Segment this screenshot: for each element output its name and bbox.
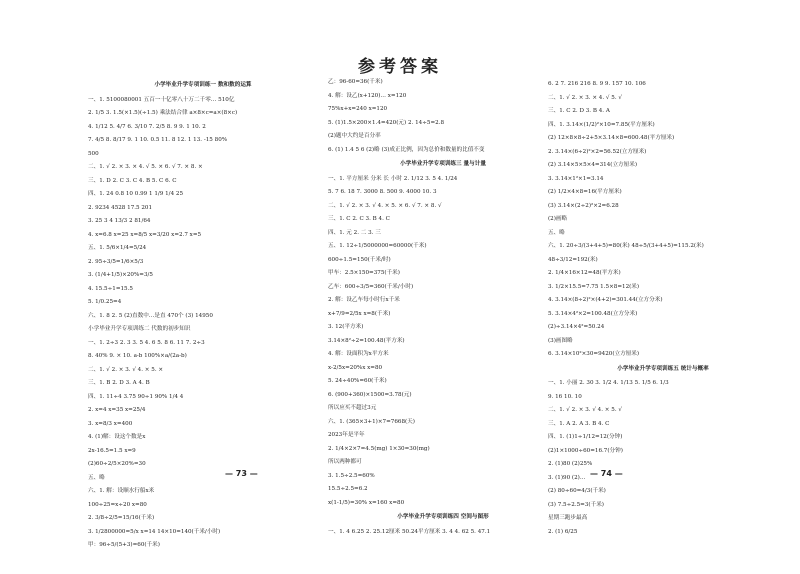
answer-column-right <box>548 78 778 539</box>
answer-line: x-2/5x=20%x x=80 <box>328 364 383 371</box>
answer-line: x+7/9=2/5x x=8(千米) <box>328 310 391 317</box>
answer-line: 15.5÷2.5=6.2 <box>328 486 368 492</box>
answer-lines <box>328 76 558 157</box>
answer-line: 2. 3/8÷2/5=15/16(千米) <box>88 515 155 521</box>
answer-line: (2) 12×8×8÷2+5×3.14×8=600.48(平方厘米) <box>548 135 675 141</box>
answer-line: (3)画图略 <box>548 337 573 344</box>
answer-lines <box>548 78 778 362</box>
answer-line: 三、1. C 2. C 3. B 4. C <box>328 216 390 222</box>
answer-line: 星期三跑步最高 <box>548 515 588 521</box>
answer-lines <box>328 173 558 511</box>
answer-line: 六、1. 20÷3/(3+4+5)=80(米) 48÷5/(3+4+5)=115.2(米) <box>548 243 704 249</box>
section-title: 小学毕业升学专项训练四 空间与图形 <box>397 514 489 520</box>
answer-line: 5. (1)1.5×200×1.4=420(元) 2. 14÷5=2.8 <box>328 119 445 126</box>
answer-line: 2. 1/4×16×12=48(平方米) <box>548 270 621 276</box>
section-title: 小学毕业升学专项训练五 统计与概率 <box>617 365 709 372</box>
answer-line: 3.14×8²÷2=100.48(平方米) <box>328 337 405 344</box>
answer-line: 二、1. √ 2. × 3. √ 4. × 5. × 6. √ 7. × 8. √ <box>328 202 442 209</box>
answer-line: 4. (1)解：设这个数是x <box>88 434 146 440</box>
answer-column-left <box>88 78 318 553</box>
answer-line: 一、1. 4 6.25 2. 25.12厘米 50.24平方厘米 3. 4 4. 62 5. 47.1 <box>328 528 491 535</box>
answer-line: 75%x+x=240 x=120 <box>328 106 388 112</box>
answer-column-middle <box>328 76 558 539</box>
answer-line: 一、1. 2÷3 2. 3 3. 5 4. 6 5. 8 6. 11 7. 2÷3 <box>88 339 205 346</box>
answer-line: 6. 3.14×10²×30=9420(立方厘米) <box>548 351 640 357</box>
answer-line: 一、1. 平方厘米 分米 长 小时 2. 1/12 3. 5 4. 1/24 <box>328 175 458 182</box>
answer-line: (2)1×1000÷60=16.7(分钟) <box>548 447 623 454</box>
answer-line: 一、1. 5100080001 五百一十亿零八十万二千零… 510亿 <box>88 96 235 103</box>
answer-line: 100÷25=x÷20 x=80 <box>88 501 147 508</box>
answer-line: 5. 7 6. 18 7. 3000 8. 500 9. 4000 10. 3 <box>328 189 437 195</box>
answer-line: 三、1. A 2. A 3. B 4. C <box>548 420 610 427</box>
answer-line: 6. 2 7. 216 216 8. 9 9. 157 10. 106 <box>548 81 646 87</box>
answer-lines <box>88 94 318 553</box>
answer-line: (2)题中大约是百分率 <box>328 133 381 139</box>
answer-line: 二、1. √ 2. × 3. √ 4. × 5. √ <box>548 407 622 413</box>
answer-line: 600÷1.5=150(千米/时) <box>328 256 391 263</box>
answer-line: 六、1. 8 2. 5 (2)直数中…是直 470个 (3) 14950 <box>88 312 213 319</box>
answer-line: 4. 15.5÷1=15.5 <box>88 285 133 292</box>
answer-line: 4. x=6.8 x=25 x=8/5 x=3/20 x=2.7 x=5 <box>88 231 202 238</box>
answer-line: 二、1. √ 2. × 3. × 4. √ 5. × 6. √ 7. × 8. × <box>88 164 203 170</box>
answer-line: 3. 3.14×1²×1=3.14 <box>548 175 604 182</box>
answer-line: 3. 12(平方米) <box>328 324 364 330</box>
answer-line: 乙：96-60=36(千米) <box>328 79 383 85</box>
answer-line: 二、1. √ 2. × 3. √ 4. × 5. × <box>88 366 164 373</box>
answer-line: (2) 3.14×5×5×4=314(立方厘米) <box>548 162 637 168</box>
answer-line: 2. 1/4×2×7=4.5(mg) 1×30=30(mg) <box>328 445 430 452</box>
answer-line: 4. 解：设面积为x平方米 <box>328 351 389 357</box>
answer-line: (3) 3.14×(2÷2)²×2=6.28 <box>548 202 619 209</box>
answer-line: 二、1. √ 2. × 3. × 4. √ 5. √ <box>548 94 622 101</box>
answer-line: (2) 1/2×4×8=16(平方厘米) <box>548 189 622 195</box>
answer-line: 2. (1) 6/25 <box>548 528 578 535</box>
answer-line: 2. 9234 4528 17.5 201 <box>88 204 153 211</box>
answer-line: 3. x=8/3 x=400 <box>88 420 133 427</box>
answer-line: 四、1. 元 2. 二 3. 三 <box>328 229 381 236</box>
answer-line: 48÷3/12=192(米) <box>548 256 598 263</box>
answer-line: 4. 3.14×(8÷2)²×(4+2)=301.44(立方分米) <box>548 297 663 303</box>
answer-line: (2)60÷2/5×20%=30 <box>88 461 146 467</box>
section-title: 小学毕业升学专项训练一 数和数的运算 <box>154 82 252 88</box>
answer-line: 四、1. (1)1÷1/12=12(分钟) <box>548 434 623 440</box>
answer-line: 四、1. 3.14×(1/2)²×10=7.85(平方厘米) <box>548 121 655 128</box>
answer-line: 甲：96÷5/(5+3)=60(千米) <box>88 542 160 548</box>
answer-line: 7. 4/5 8. 8/17 9. 1 10. 0.5 11. 8 12. 1 13. -15 80% <box>88 137 228 143</box>
page-number-left: — 73 — <box>225 469 258 478</box>
page-title: 参考答案 <box>358 57 442 77</box>
answer-line: 6. (900+360)×1500=3.78(元) <box>328 391 412 398</box>
answer-line: 2. 1/5 3. 1.5(×1.5)(÷1.5) 乘法结合律 a×8×c=a×(8×c) <box>88 110 238 116</box>
answer-lines <box>328 526 558 540</box>
answer-line: 3. 25 3 4 13/3 2 81/64 <box>88 218 151 224</box>
answer-line: 五、1. 5/6×1/4=5/24 <box>88 245 147 251</box>
answer-line: 4. 解：设乙(x+120)… x=120 <box>328 92 407 99</box>
answer-line: 2. 95÷3/5=1/6×5/3 <box>88 258 144 265</box>
answer-line: 所以应买不超过3元 <box>328 405 377 411</box>
answer-line: 乙车：600÷3/5=360(千米/小时) <box>328 283 414 290</box>
answer-line: (2) 80÷60=4/3(千米) <box>548 488 606 494</box>
page-number-right: — 74 — <box>590 469 623 478</box>
answer-line: 六、1. (365×3+1)×7=7668(天) <box>328 418 415 425</box>
answer-line: 2. x=4 x=35 x=25/4 <box>88 407 146 413</box>
answer-line: (3) 7.5÷2.5=3(千米) <box>548 501 604 508</box>
answer-line: (2)÷3.14×4²=50.24 <box>548 324 605 330</box>
answer-line: 五、略 <box>88 474 105 481</box>
answer-line: 5. 3.14×4²×2=100.48(立方分米) <box>548 310 638 317</box>
answer-line: 2. 解：设乙车每小时行x千米 <box>328 297 400 303</box>
answer-line: 9. 16 10. 10 <box>548 393 582 400</box>
answer-line: 小学毕业升学专项训练二 代数的初步知识 <box>88 326 191 332</box>
answer-line: 2. 3.14×(6÷2)²×2=56.52(立方厘米) <box>548 148 647 155</box>
answer-line: 4. 1/12 5. 4/7 6. 3/10 7. 2/5 8. 9 9. 1 10. 2 <box>88 123 206 130</box>
answer-line: 三、1. B 2. D 3. A 4. B <box>88 380 150 386</box>
answer-line: 五、略 <box>548 229 565 236</box>
section-title: 小学毕业升学专项训练三 量与计量 <box>400 161 486 167</box>
answer-line: 3. 1.5÷2.5=60% <box>328 472 375 479</box>
answer-line: x(1-1/5)=30% x=160 x=80 <box>328 499 405 506</box>
answer-line: (2)画略 <box>548 216 568 222</box>
answer-line: 一、1. 小丽 2. 30 3. 1/2 4. 1/13 5. 1/5 6. 1/3 <box>548 380 669 386</box>
answer-line: 三、1. C 2. D 3. B 4. A <box>548 108 610 114</box>
answer-line: 甲车：2.5×150=375(千米) <box>328 270 400 276</box>
answer-line: 2x-16.5=1.5 x=9 <box>88 447 136 454</box>
answer-line: 3. (1/4+1/5)×20%=3/5 <box>88 272 153 278</box>
answer-lines <box>548 377 778 539</box>
answer-line: 8. 40% 9. × 10. a-b 100%×a/(2a-b) <box>88 353 187 359</box>
answer-line: 5. 24÷40%=60(千米) <box>328 378 387 384</box>
answer-line: 五、1. 12÷1/5000000=60000(千米) <box>328 243 427 249</box>
answer-line: 3. 1/2×15.5=7.75 1.5×8=12(米) <box>548 283 640 290</box>
answer-line: 3. 1/2800000=5/x x=14 14×10=140(千米/小时) <box>88 528 221 535</box>
answer-line: 6. (1) 1.4 5 6 (2)略 (3)成正比例，因为总价和数量的比值不变 <box>328 146 485 153</box>
answer-line: 3. (1)90 (2)… <box>548 474 586 481</box>
answer-line: 三、1. D 2. C 3. C 4. B 5. C 6. C <box>88 177 177 184</box>
answer-line: 四、1. 24 0.8 10 0.99 1 1/9 1/4 25 <box>88 191 184 197</box>
answer-line: 2023年是平年 <box>328 432 365 438</box>
answer-line: 六、1. 解：设顺水行船x米 <box>88 488 155 494</box>
answer-line: 四、1. 11÷4 3.75 90÷1 90% 1/4 4 <box>88 393 184 400</box>
answer-line: 5. 1/0.25=4 <box>88 299 122 305</box>
answer-line: 500 <box>88 150 99 157</box>
answer-line: 2. (1)80 (2)25% <box>548 461 593 467</box>
answer-line: 所以两种都可 <box>328 459 362 465</box>
